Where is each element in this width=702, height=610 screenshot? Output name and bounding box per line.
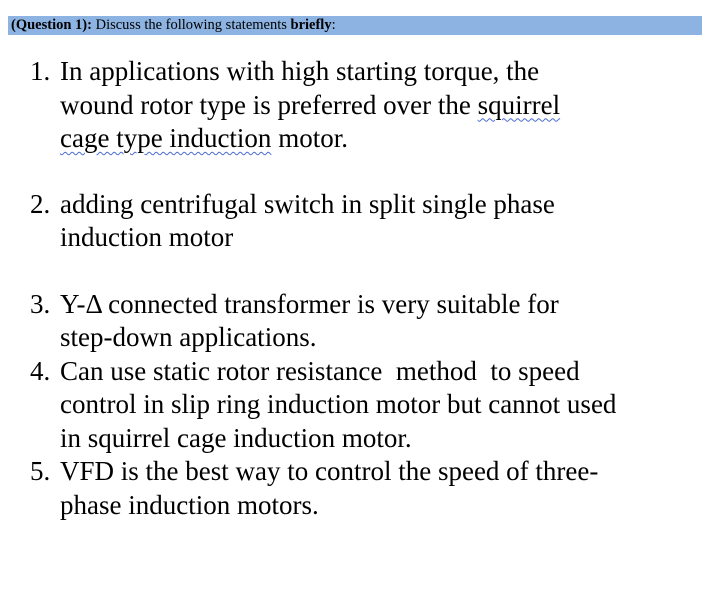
statement-5 <box>30 455 690 522</box>
line-text: step-down applications. <box>60 322 317 352</box>
statement-list <box>30 55 690 522</box>
statement-number: 2. <box>30 188 51 219</box>
statement-line <box>60 422 690 456</box>
statement-2 <box>30 188 690 255</box>
statement-line <box>60 89 690 123</box>
statement-line <box>60 455 690 489</box>
question-header <box>8 16 702 35</box>
line-text: phase induction motors. <box>60 489 319 520</box>
statement-line <box>60 388 690 422</box>
statement-line <box>60 489 690 523</box>
line-text: Y-Δ connected transformer is very suitable for <box>60 288 559 319</box>
instruction-bold: briefly <box>290 17 332 33</box>
line-text: control in slip ring induction motor but cannot used <box>60 389 617 419</box>
statement-4 <box>30 355 690 456</box>
line-text: induction motor <box>60 222 234 252</box>
statement-number: 3. <box>30 288 51 319</box>
statement-line <box>60 188 690 222</box>
line-text: wound rotor type is preferred over the <box>60 89 478 120</box>
line-text: VFD is the best way to control the speed of three- <box>60 456 599 486</box>
statement-1 <box>30 55 690 156</box>
statement-number: 4. <box>30 355 51 386</box>
line-text: Can use static rotor resistance method to speed <box>60 355 580 386</box>
spellcheck-marked-text[interactable]: cage type induction <box>60 123 272 153</box>
instruction-suffix: : <box>331 17 336 33</box>
question-label: (Question 1): <box>11 17 92 33</box>
line-text: motor. <box>271 123 348 153</box>
statement-line <box>60 321 690 355</box>
statement-line <box>60 122 690 156</box>
statement-line <box>60 55 690 89</box>
instruction-prefix: Discuss the following statements <box>91 17 291 33</box>
statement-number: 1. <box>30 56 51 86</box>
line-text: in squirrel cage induction motor. <box>60 422 412 453</box>
statement-3 <box>30 288 690 355</box>
statement-line <box>60 355 690 389</box>
statement-line <box>60 288 690 322</box>
statement-number: 5. <box>30 456 51 486</box>
statement-line <box>60 221 690 255</box>
line-text: adding centrifugal switch in split single phase <box>60 188 555 219</box>
line-text: In applications with high starting torque, the <box>60 56 540 86</box>
spellcheck-marked-text[interactable]: squirrel <box>477 89 561 120</box>
